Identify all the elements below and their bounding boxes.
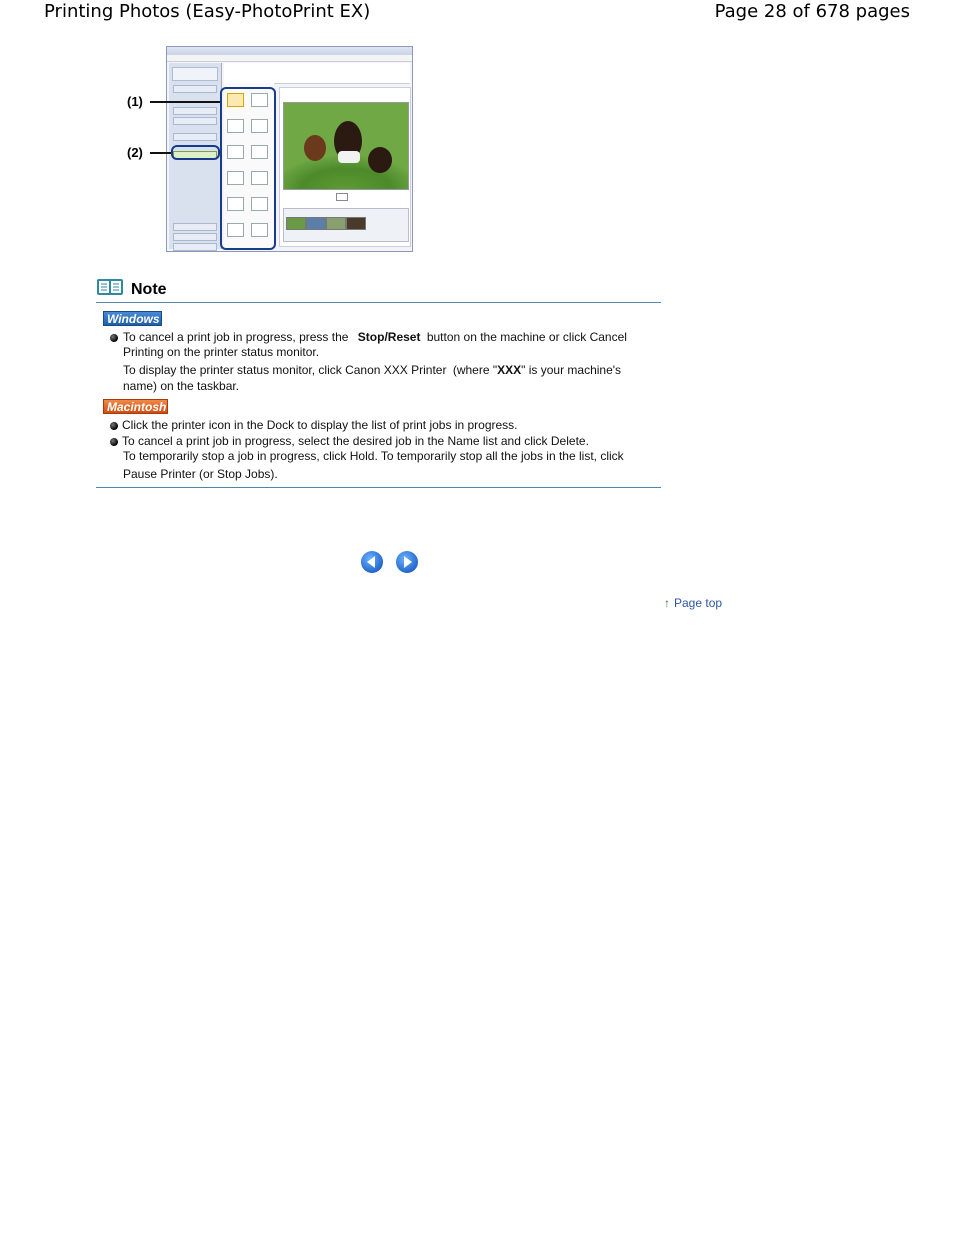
photo-thumbnail xyxy=(326,217,346,230)
windows-note-line xyxy=(123,363,621,378)
note-book-icon xyxy=(96,277,124,297)
bullet-icon xyxy=(110,422,118,430)
side-panel-header xyxy=(172,67,218,81)
next-page-button[interactable] xyxy=(396,551,418,573)
xxx-placeholder: XXX xyxy=(497,363,522,377)
side-button xyxy=(173,133,217,141)
side-button xyxy=(173,117,217,125)
app-toolbar xyxy=(224,63,410,84)
side-button xyxy=(173,223,217,231)
note-text: (where " xyxy=(452,363,498,377)
side-button xyxy=(173,243,217,251)
photo-thumbnail-strip xyxy=(283,208,409,242)
windows-note-line xyxy=(123,330,627,345)
windows-badge: Windows xyxy=(103,311,162,326)
note-text: To display the printer status monitor, click Canon XXX Printer xyxy=(123,363,447,377)
mac-note-line: Pause Printer (or Stop Jobs). xyxy=(123,467,278,481)
window-menubar xyxy=(167,55,412,62)
macintosh-badge: Macintosh xyxy=(103,399,168,414)
stop-reset-label: Stop/Reset xyxy=(357,330,421,344)
note-title: Note xyxy=(131,281,167,298)
page-top-label: Page top xyxy=(674,596,723,610)
page-indicator xyxy=(336,193,348,201)
mac-note-line: Click the printer icon in the Dock to display the list of print jobs in progress. xyxy=(122,418,518,432)
page-top-link[interactable] xyxy=(664,596,722,610)
dog-chest xyxy=(338,151,360,163)
dog-figure xyxy=(368,147,392,173)
photo-thumbnail xyxy=(286,217,306,230)
callout-leader-1 xyxy=(150,101,220,103)
up-arrow-icon: ↑ xyxy=(664,596,670,610)
page-counter: Page 28 of 678 pages xyxy=(714,1,910,22)
previous-page-icon xyxy=(361,551,383,573)
callout-label-2: (2) xyxy=(127,145,143,160)
note-text: button on the machine or click Cancel xyxy=(426,330,627,344)
mac-note-line: To temporarily stop a job in progress, click Hold. To temporarily stop all the jobs in the list, click xyxy=(123,449,624,463)
bullet-icon xyxy=(110,438,118,446)
note-header xyxy=(96,276,661,303)
print-button-highlight xyxy=(171,145,220,160)
note-text: To cancel a print job in progress, press the xyxy=(123,330,349,344)
bullet-icon xyxy=(110,334,118,342)
print-preview xyxy=(279,87,411,247)
mac-note-line: To cancel a print job in progress, select the desired job in the Name list and click Delete. xyxy=(122,434,589,448)
side-button xyxy=(173,233,217,241)
callout-label-1: (1) xyxy=(127,94,143,109)
callout-leader-2 xyxy=(150,152,171,154)
dogs-photo xyxy=(283,102,409,190)
side-button xyxy=(173,107,217,115)
windows-note-line: name) on the taskbar. xyxy=(123,379,240,393)
photo-thumbnail xyxy=(306,217,326,230)
layout-list-highlight xyxy=(220,87,276,250)
photo-thumbnail xyxy=(346,217,366,230)
note-text: " is your machine's xyxy=(521,363,622,377)
previous-page-button[interactable] xyxy=(361,551,383,573)
windows-note-line: Printing on the printer status monitor. xyxy=(123,345,320,359)
window-titlebar xyxy=(167,47,412,55)
side-button xyxy=(173,85,217,93)
document-title: Printing Photos (Easy-PhotoPrint EX) xyxy=(44,1,371,22)
note-divider xyxy=(96,487,661,488)
dog-figure xyxy=(304,135,326,161)
next-page-icon xyxy=(396,551,418,573)
